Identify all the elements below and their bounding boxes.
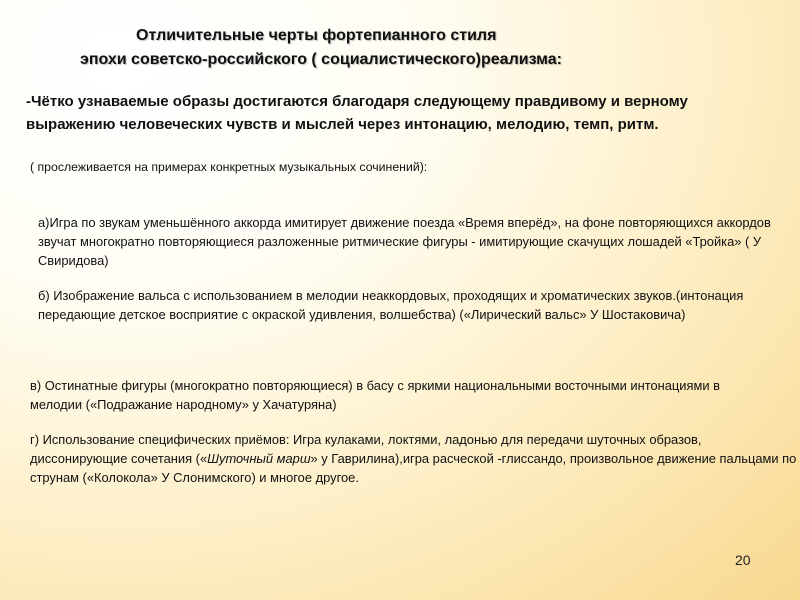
note-paragraph: ( прослеживается на примерах конкретных музыкальных сочинений): [30, 160, 428, 174]
item-c-paragraph: в) Остинатные фигуры (многократно повторяющиеся) в басу с яркими национальными восточными интонациями в мелодии («Подражание народному» у Хачатуряна) [30, 378, 720, 412]
lead-paragraph: -Чётко узнаваемые образы достигаются благодаря следующему правдивому и верному выражению человеческих чувств и мыслей через интонацию, мелодию, темп, ритм. [26, 93, 688, 133]
slide-title-line1: Отличительные черты фортепианного стиля [136, 27, 497, 44]
item-d-paragraph [30, 430, 800, 487]
item-a-paragraph: а)Игра по звукам уменьшённого аккорда имитирует движение поезда «Время вперёд», на фоне повторяющихся аккордов звучат многократно повторяющиеся разложенные ритмические фигуры - имитирующие скачущих лошадей «Тройка» ( У Свиридова) [38, 215, 771, 268]
page-number: 20 [735, 552, 751, 568]
item-b-paragraph: б) Изображение вальса с использованием в мелодии неаккордовых, проходящих и хроматических звуков.(интонация передающие детское восприятие с окраской удивления, волшебства) («Лирический вальс» У Шостаковича) [38, 288, 744, 322]
slide-title [58, 24, 738, 72]
item-d-text-part2: » у Гаврилина),игра расческой -глиссандо, произвольное движение пальцами по струнам («Колокола» У Слонимского) и многое другое. [30, 451, 797, 485]
item-d-text-part1: г) Использование специфических приёмов: Игра кулаками, локтями, ладонью для передачи шуточных образов, диссонирующие сочетания (« [30, 432, 702, 466]
item-d-italic-title: Шуточный марш [207, 451, 311, 466]
slide-title-line2: эпохи советско-российского ( социалистического)реализма: [80, 51, 562, 68]
